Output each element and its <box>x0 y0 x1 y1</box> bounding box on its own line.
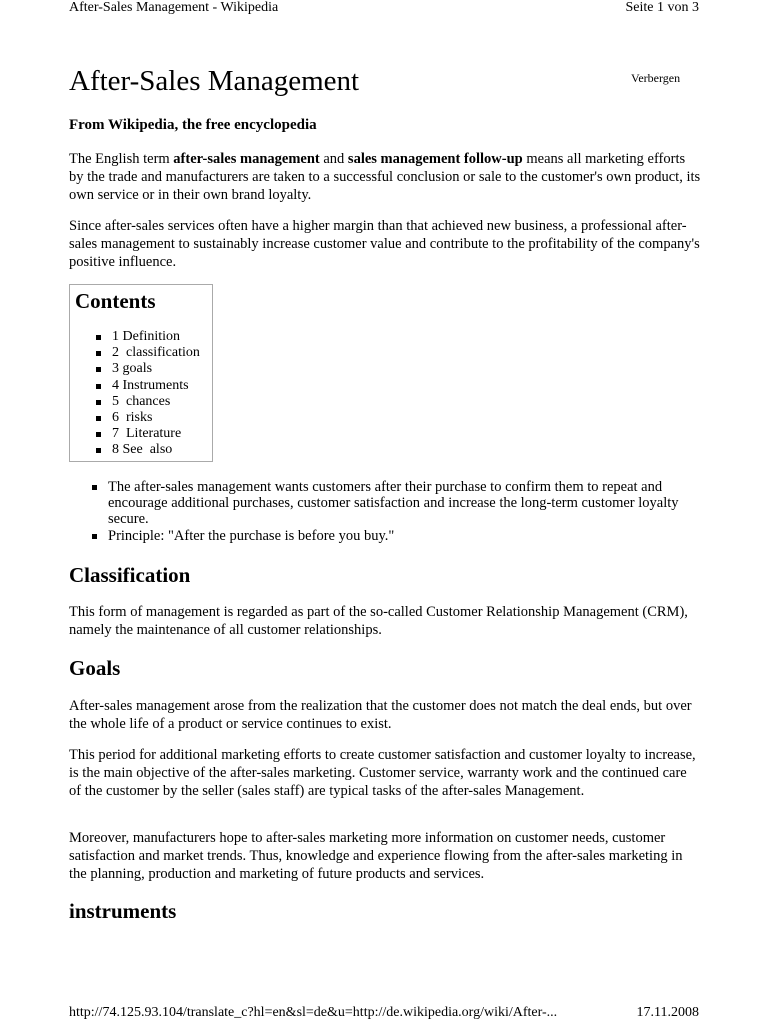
list-item: Principle: "After the purchase is before you buy." <box>92 528 702 544</box>
toc-item-definition[interactable]: 1 Definition <box>96 329 200 345</box>
term-after-sales-management: after-sales management <box>173 151 320 167</box>
toc-item-literature[interactable]: 7 Literature <box>96 426 200 442</box>
header-page-number: Seite 1 von 3 <box>625 0 699 15</box>
list-item: The after-sales management wants customers after their purchase to confirm them to repeat and encourage additional purchases, customer satisfaction and increase the long-term customer loyalty secure. <box>92 479 702 528</box>
toc-item-goals[interactable]: 3 goals <box>96 361 200 377</box>
heading-classification: Classification <box>69 563 191 587</box>
table-of-contents <box>69 284 213 462</box>
page-title: After-Sales Management <box>69 65 360 97</box>
toc-item-classification[interactable]: 2 classification <box>96 345 200 361</box>
toc-item-chances[interactable]: 5 chances <box>96 394 200 410</box>
goals-paragraph-3: Moreover, manufacturers hope to after-sales marketing more information on customer needs, customer satisfaction and market trends. Thus, knowledge and experience flowing from the after-sales marketing in the planning, production and marketing of future products and services. <box>69 830 683 882</box>
header-page-title: After-Sales Management - Wikipedia <box>69 0 279 15</box>
footer-date: 17.11.2008 <box>636 1005 699 1020</box>
term-sales-management-follow-up: sales management follow-up <box>347 151 523 167</box>
margin-paragraph: Since after-sales services often have a higher margin than that achieved new business, a professional after-sales management to sustainably increase customer value and contribute to the profitability of the company's positive influence. <box>69 218 700 270</box>
toc-item-see-also[interactable]: 8 See also <box>96 442 200 458</box>
site-subtitle: From Wikipedia, the free encyclopedia <box>69 117 317 133</box>
hide-link[interactable]: Verbergen <box>631 71 681 85</box>
toc-title: Contents <box>75 289 156 313</box>
goals-paragraph-1: After-sales management arose from the realization that the customer does not match the deal ends, but over the whole life of a product or service continues to exist. <box>69 698 692 732</box>
intro-paragraph: The English term after-sales management and sales management follow-up means all marketing efforts by the trade and manufacturers are taken to a successful conclusion or sale to the customer's own product, its own service or in their own brand loyalty. <box>69 151 701 203</box>
toc-item-risks[interactable]: 6 risks <box>96 410 200 426</box>
toc-item-instruments[interactable]: 4 Instruments <box>96 378 200 394</box>
classification-paragraph: This form of management is regarded as part of the so-called Customer Relationship Management (CRM), namely the maintenance of all customer relationships. <box>69 604 688 638</box>
heading-instruments: instruments <box>69 899 177 923</box>
heading-goals: Goals <box>69 656 121 680</box>
goals-paragraph-2: This period for additional marketing efforts to create customer satisfaction and customer loyalty to increase, is the main objective of the after-sales marketing. Customer service, warranty work and the continued care of the customer by the seller (sales staff) are typical tasks of the after-sales Management. <box>69 747 696 799</box>
print-footer <box>69 1005 699 1021</box>
toc-list <box>96 329 200 459</box>
footer-url: http://74.125.93.104/translate_c?hl=en&sl=de&u=http://de.wikipedia.org/wiki/After-... <box>69 1005 558 1020</box>
definition-list <box>92 479 702 544</box>
print-header <box>69 0 699 18</box>
